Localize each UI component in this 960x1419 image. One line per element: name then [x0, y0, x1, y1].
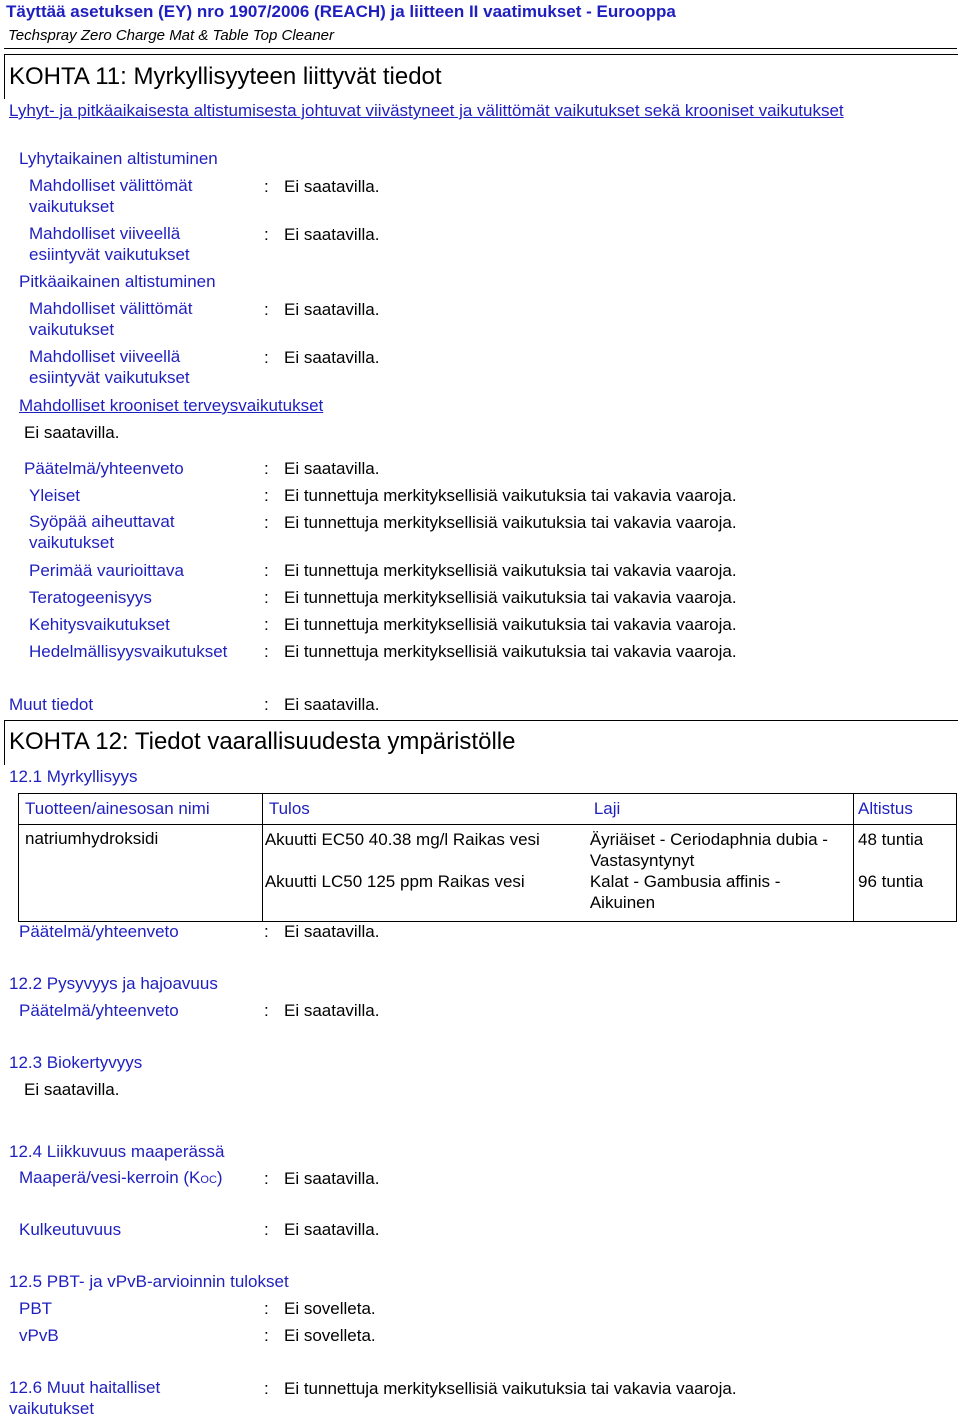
mobility-value: Ei saatavilla. [284, 1220, 380, 1239]
short-immediate-value: Ei saatavilla. [284, 177, 380, 196]
effect-label: Hedelmällisyysvaikutukset [29, 642, 228, 661]
subsection-12-2: 12.2 Pysyvyys ja hajoavuus [9, 974, 218, 993]
section-11-title: KOHTA 11: Myrkyllisyyteen liittyvät tiedot [9, 63, 442, 90]
result-value: Akuutti LC50 125 ppm Raikas vesi [264, 872, 525, 891]
colon: : [264, 561, 269, 580]
delayed-effects-heading: Lyhyt- ja pitkäaikaisesta altistumisesta johtuvat viivästyneet ja välittömät vaikutukset sekä krooniset vaikutukset [9, 101, 844, 120]
section-12-title: KOHTA 12: Tiedot vaarallisuudesta ympäristölle [9, 728, 516, 755]
species-value: Kalat - Gambusia affinis - Aikuinen [589, 872, 781, 912]
subsection-12-6: 12.6 Muut haitalliset vaikutukset [9, 1378, 161, 1418]
subsection-12-5: 12.5 PBT- ja vPvB-arvioinnin tulokset [9, 1272, 289, 1291]
effect-value: Ei tunnettuja merkityksellisiä vaikutuksia tai vakavia vaaroja. [284, 615, 737, 634]
regulation-header: Täyttää asetuksen (EY) nro 1907/2006 (REACH) ja liitteen II vaatimukset - Eurooppa [6, 2, 676, 21]
species-cell [588, 825, 854, 922]
short-delayed-label: Mahdolliset viiveellä esiintyvät vaikutukset [29, 224, 190, 264]
short-term-heading: Lyhytaikainen altistuminen [19, 149, 218, 168]
colon: : [264, 1379, 269, 1398]
colon: : [264, 1326, 269, 1345]
koc-value: Ei saatavilla. [284, 1169, 380, 1188]
conclusion-value: Ei saatavilla. [284, 459, 380, 478]
subsection-12-3: 12.3 Biokertyvyys [9, 1053, 143, 1072]
chronic-effects-value: Ei saatavilla. [24, 423, 120, 442]
persistence-conclusion-value: Ei saatavilla. [284, 1001, 380, 1020]
short-immediate-label: Mahdolliset välittömät vaikutukset [29, 176, 193, 216]
pbt-value: Ei sovelleta. [284, 1299, 376, 1318]
colon: : [264, 225, 269, 244]
colon: : [264, 513, 269, 532]
colon: : [264, 1169, 269, 1188]
effect-value: Ei tunnettuja merkityksellisiä vaikutuksia tai vakavia vaaroja. [284, 561, 737, 580]
colon: : [264, 1001, 269, 1020]
effect-value: Ei tunnettuja merkityksellisiä vaikutuksia tai vakavia vaaroja. [284, 486, 737, 505]
subsection-12-1: 12.1 Myrkyllisyys [9, 767, 138, 786]
result-cell [262, 825, 588, 922]
toxicity-conclusion-label: Päätelmä/yhteenveto [19, 922, 179, 941]
colon: : [264, 459, 269, 478]
colon: : [264, 486, 269, 505]
long-term-heading: Pitkäaikainen altistuminen [19, 272, 216, 291]
other-effects-value: Ei tunnettuja merkityksellisiä vaikutuksia tai vakavia vaaroja. [284, 1379, 737, 1398]
colon: : [264, 922, 269, 941]
exposure-cell [854, 825, 957, 922]
result-value: Akuutti EC50 40.38 mg/l Raikas vesi [264, 830, 540, 849]
toxicity-table [18, 793, 957, 922]
substance-name: natriumhydroksidi [19, 825, 263, 922]
colon: : [264, 348, 269, 367]
colon: : [264, 588, 269, 607]
effect-value: Ei tunnettuja merkityksellisiä vaikutuksia tai vakavia vaaroja. [284, 642, 737, 661]
other-info-value: Ei saatavilla. [284, 695, 380, 714]
vpvb-value: Ei sovelleta. [284, 1326, 376, 1345]
short-delayed-value: Ei saatavilla. [284, 225, 380, 244]
effect-value: Ei tunnettuja merkityksellisiä vaikutuksia tai vakavia vaaroja. [284, 513, 737, 532]
koc-label: Maaperä/vesi-kerroin (KOC) [19, 1168, 223, 1187]
column-header: Tuotteen/ainesosan nimi [19, 794, 263, 825]
species-value: Äyriäiset - Ceriodaphnia dubia - Vastasyntynyt [589, 830, 828, 870]
effect-value: Ei tunnettuja merkityksellisiä vaikutuksia tai vakavia vaaroja. [284, 588, 737, 607]
table-header-row [19, 794, 957, 825]
exposure-value: 96 tuntia [858, 872, 924, 891]
subsection-12-4: 12.4 Liikkuvuus maaperässä [9, 1142, 225, 1161]
effect-label: Perimää vaurioittava [29, 561, 184, 580]
effect-label: Syöpää aiheuttavat vaikutukset [29, 512, 175, 552]
column-header: Laji [588, 794, 854, 825]
colon: : [264, 1299, 269, 1318]
product-name: Techspray Zero Charge Mat & Table Top Cleaner [8, 27, 335, 44]
colon: : [264, 615, 269, 634]
colon: : [264, 642, 269, 661]
chronic-effects-heading: Mahdolliset krooniset terveysvaikutukset [19, 396, 324, 415]
conclusion-label: Päätelmä/yhteenveto [24, 459, 184, 478]
colon: : [264, 695, 269, 714]
effect-label: Kehitysvaikutukset [29, 615, 170, 634]
effect-label: Teratogeenisyys [29, 588, 152, 607]
long-immediate-label: Mahdolliset välittömät vaikutukset [29, 299, 193, 339]
colon: : [264, 1220, 269, 1239]
column-header: Altistus [854, 794, 957, 825]
mobility-label: Kulkeutuvuus [19, 1220, 122, 1239]
exposure-value: 48 tuntia [858, 830, 924, 849]
long-delayed-value: Ei saatavilla. [284, 348, 380, 367]
colon: : [264, 177, 269, 196]
other-info-label: Muut tiedot [9, 695, 94, 714]
pbt-label: PBT [19, 1299, 53, 1318]
long-delayed-label: Mahdolliset viiveellä esiintyvät vaikutukset [29, 347, 190, 387]
column-header: Tulos [262, 794, 588, 825]
colon: : [264, 300, 269, 319]
persistence-conclusion-label: Päätelmä/yhteenveto [19, 1001, 179, 1020]
toxicity-conclusion-value: Ei saatavilla. [284, 922, 380, 941]
header-rule [4, 48, 957, 49]
bioaccumulation-value: Ei saatavilla. [24, 1080, 120, 1099]
vpvb-label: vPvB [19, 1326, 59, 1345]
long-immediate-value: Ei saatavilla. [284, 300, 380, 319]
effect-label: Yleiset [29, 486, 81, 505]
table-row [19, 825, 957, 922]
